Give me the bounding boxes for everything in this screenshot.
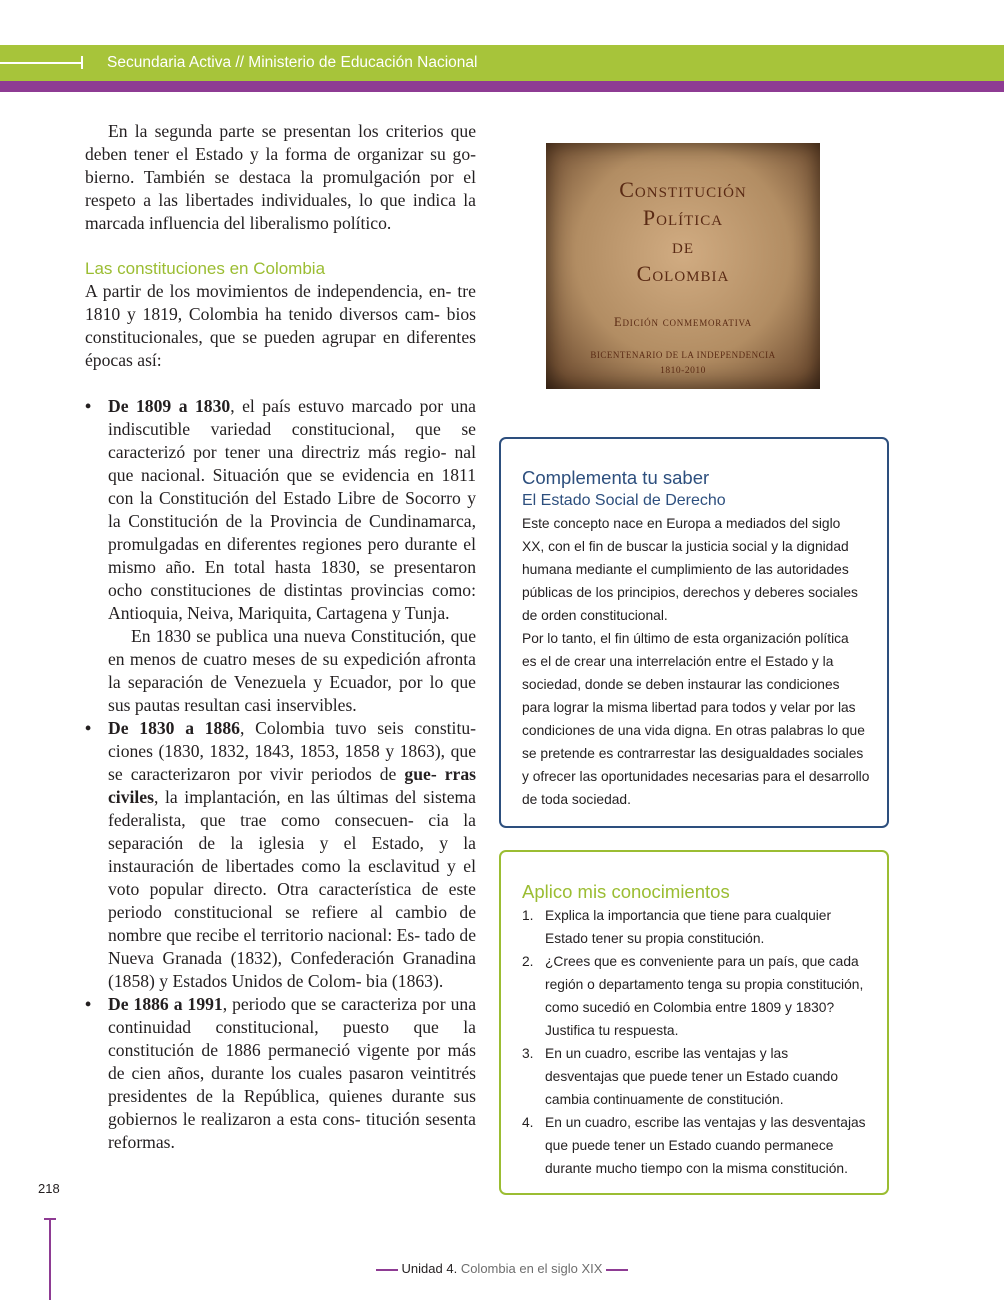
footer-rule-right — [606, 1269, 628, 1271]
text-line: tre 1810 y 1819, Colombia ha tenido diversos cam- — [85, 281, 476, 324]
text-line: por lo que sus pautas resultan casi inservibles. — [108, 672, 476, 715]
text-line: hasta 1830, se presentaron ocho constituciones — [108, 557, 477, 600]
bullet-extra-paragraph — [108, 625, 476, 717]
text-line: una indiscutible variedad constitucional, que se — [108, 396, 476, 439]
footer — [0, 1261, 1004, 1276]
footer-unit: Unidad 4 — [401, 1261, 454, 1276]
text-line: nal que nacional. Situación que se evidencia — [108, 442, 476, 485]
box-text-line: Este concepto nace en Europa a mediados del siglo — [522, 516, 841, 531]
text-line: , periodo que se caracteriza por — [222, 994, 446, 1014]
question-item — [522, 950, 867, 1042]
text-line: regiones pero durante el mismo año. En total — [108, 534, 476, 577]
aplico-box — [499, 850, 889, 1195]
box-text-line: es el de crear una interrelación entre el Estado y la — [522, 654, 834, 669]
text-line: diferentes épocas así: — [85, 327, 476, 370]
text-line: constitución de 1886 permaneció vigente por — [108, 1040, 441, 1060]
text-line: más de cien años, durante los cuales pasaron — [108, 1040, 476, 1083]
footer-separator: . — [453, 1261, 461, 1276]
question-line: región o departamento tenga su propia constitución, — [545, 977, 864, 992]
text-line: marcada influencia del liberalismo político. — [85, 213, 392, 233]
question-line: En un cuadro, escribe las ventajas y las desventajas — [545, 1115, 866, 1130]
box-text-line: condiciones de una vida digna. En otras palabras lo que — [522, 723, 865, 738]
list-item — [85, 395, 476, 717]
text-line: deben tener el Estado y la forma de organizar su go- — [85, 144, 476, 164]
text-line: , el país estuvo marcado por — [230, 396, 444, 416]
question-item — [522, 904, 867, 950]
question-item — [522, 1111, 867, 1180]
complementa-subtitle: El Estado Social de Derecho — [522, 492, 726, 509]
box-text-line: para lograr la misma libertad para todos y velar por las — [522, 700, 856, 715]
question-number: 4. — [522, 1115, 534, 1130]
text-line: A partir de los movimientos de independencia, en- — [85, 281, 452, 301]
bold-term: gue- — [404, 764, 437, 784]
period-label: De 1830 a 1886 — [108, 718, 240, 738]
text-line: de Cundinamarca, promulgadas en diferentes — [108, 511, 477, 554]
text-line: afronta la separación de Venezuela y Ecuador, — [108, 649, 476, 692]
text-line: titución sesenta reformas. — [108, 1109, 476, 1152]
text-line: En 1830 se publica una nueva Constitución, — [131, 626, 446, 646]
question-line: En un cuadro, escribe las ventajas y las — [545, 1046, 789, 1061]
question-line: que puede tener un Estado cuando permanece — [545, 1138, 834, 1153]
text-line: que se caracterizaron por vivir periodos de — [108, 741, 476, 784]
box-text-line: sociedad, donde se deben instaurar las condiciones — [522, 677, 840, 692]
intro-paragraph — [85, 120, 476, 235]
constitution-cover-image — [546, 143, 820, 389]
question-number: 1. — [522, 908, 534, 923]
period-label: De 1809 a 1830 — [108, 396, 231, 416]
text-line: este periodo constitucional se refiere al cambio — [108, 879, 476, 922]
text-line: Mariquita, Cartagena y Tunja. — [237, 603, 450, 623]
question-line: durante mucho tiempo con la misma constitución. — [545, 1161, 848, 1176]
question-line: ¿Crees que es conveniente para un país, que cada — [545, 954, 859, 969]
text-line: que en menos de cuatro meses de su expedición — [108, 626, 476, 669]
aplico-title: Aplico mis conocimientos — [522, 881, 730, 902]
text-line: Granadina (1858) y Estados Unidos de Colom- — [108, 948, 476, 991]
period-label: De 1886 a 1991 — [108, 994, 223, 1014]
cover-edition: Edición conmemorativa — [614, 315, 752, 329]
box-text-line: de orden constitucional. — [522, 608, 668, 623]
cover-title-line: Política — [642, 205, 724, 230]
bullet-icon: • — [85, 396, 92, 416]
header-purple-stripe — [0, 81, 1004, 92]
list-item — [85, 717, 476, 993]
text-line: bia (1863). — [366, 971, 444, 991]
header-rule — [0, 62, 82, 64]
footer-unit-title: Colombia en el siglo XIX — [460, 1261, 603, 1276]
section-paragraph — [85, 280, 476, 372]
cover-title-line: Colombia — [636, 261, 730, 286]
main-text-column — [85, 120, 476, 1154]
box-text-line: se pretende es contrarrestar las desigualdades sociales — [522, 746, 864, 761]
periods-list — [85, 395, 476, 1154]
text-line: de Socorro y la Constitución de la Provincia — [108, 488, 476, 531]
cover-title — [546, 176, 820, 288]
text-line: en 1811 con la Constitución del Estado Libre — [108, 465, 476, 508]
box-text-line: de toda sociedad. — [522, 792, 631, 807]
cover-title-line: de — [672, 233, 694, 258]
header-rule-tick — [81, 56, 83, 69]
question-number: 2. — [522, 954, 534, 969]
box-text-line: públicas de los principios, derechos y deberes sociales — [522, 585, 858, 600]
box-text-line: Por lo tanto, el fin último de esta organización política — [522, 631, 849, 646]
text-line: , Colombia tuvo seis constitu- — [239, 718, 476, 738]
box-text-line: XX, con el fin de buscar la justicia social y la dignidad — [522, 539, 849, 554]
text-line: En la segunda parte se presentan los criterios que — [108, 121, 476, 141]
question-number: 3. — [522, 1046, 534, 1061]
bold-term: rras civiles — [108, 764, 476, 807]
question-line: Justifica tu respuesta. — [545, 1023, 679, 1038]
text-line: de distintas provincias como: Antioquia, Neiva, — [108, 580, 476, 623]
question-line: cambia continuamente de constitución. — [545, 1092, 784, 1107]
cover-years: 1810-2010 — [660, 366, 706, 376]
text-line: respeto a las libertades individuales, lo que indica la — [85, 190, 476, 210]
question-line: desventajas que puede tener un Estado cuando — [545, 1069, 839, 1084]
questions-list — [522, 904, 867, 1180]
text-line: sistema federalista, que trae como consecuen- — [108, 787, 476, 830]
list-item — [85, 993, 476, 1154]
complementa-title: Complementa tu saber — [522, 467, 710, 488]
text-line: veintitrés presidentes de la República, quienes — [108, 1063, 476, 1106]
box-text-line: y ofrecer las oportunidades necesarias para el desarrollo — [522, 769, 870, 784]
footer-rule-left — [376, 1269, 398, 1271]
section-heading: Las constituciones en Colombia — [85, 259, 326, 278]
text-line: caracterizó por tener una directriz más regio- — [108, 442, 447, 462]
bullet-icon: • — [85, 718, 92, 738]
text-line: una continuidad constitucional, puesto que la — [108, 994, 476, 1037]
question-line: Explica la importancia que tiene para cualquier — [545, 908, 832, 923]
question-line: Estado tener su propia constitución. — [545, 931, 765, 946]
question-line: como sucedió en Colombia entre 1809 y 1830? — [545, 1000, 835, 1015]
text-line: tado de Nueva Granada (1832), Confederación — [108, 925, 476, 968]
series-title: Secundaria Activa // Ministerio de Educación Nacional — [107, 54, 478, 71]
complementa-box — [499, 437, 889, 828]
cover-title-line: Constitución — [619, 177, 747, 202]
text-line: ciones (1830, 1832, 1843, 1853, 1858 y 1863), — [108, 741, 446, 761]
box-text-line: humana mediante el cumplimiento de las autoridades — [522, 562, 849, 577]
margin-rule — [49, 1218, 51, 1300]
text-line: durante sus gobiernos le realizaron a esta cons- — [108, 1086, 476, 1129]
text-line: el voto popular directo. Otra característica de — [108, 856, 476, 899]
text-line: instauración de libertades como la esclavitud y — [108, 856, 456, 876]
text-line: de nombre que recibe el territorio nacional: Es- — [108, 902, 476, 945]
text-line: , la implantación, en las últimas del — [153, 787, 417, 807]
page-number: 218 — [38, 1181, 60, 1196]
bullet-icon: • — [85, 994, 92, 1014]
text-line: bios constitucionales, que se pueden agrupar en — [85, 304, 476, 347]
question-item — [522, 1042, 867, 1111]
text-line: cia la separación de la iglesia y el Estado, y la — [108, 810, 476, 853]
text-line: bierno. También se destaca la promulgación por el — [85, 167, 476, 187]
cover-bicentenario: BICENTENARIO DE LA INDEPENDENCIA — [590, 350, 776, 360]
